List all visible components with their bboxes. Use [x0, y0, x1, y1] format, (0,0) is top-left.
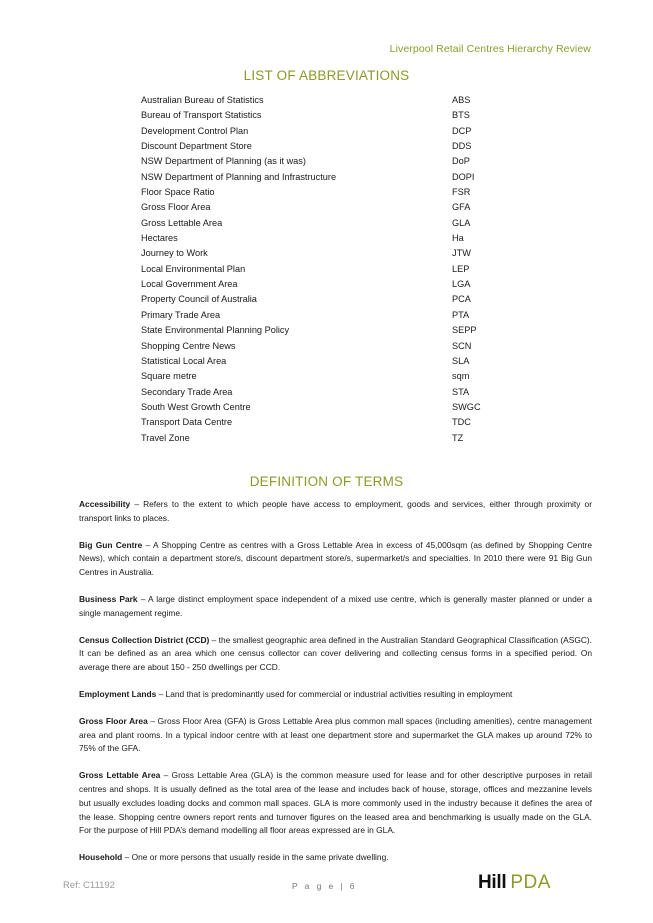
- definition-term: Big Gun Centre: [79, 539, 143, 550]
- abbreviation-code: FSR: [452, 187, 471, 198]
- abbreviation-code: TZ: [452, 432, 464, 443]
- definitions-heading: DEFINITION OF TERMS: [249, 474, 404, 489]
- definition-paragraph: [79, 715, 592, 756]
- logo-wordmark-bold: Hill: [478, 872, 507, 893]
- abbreviation-code: DCP: [452, 125, 472, 136]
- definition-text: – the smallest geographic area defined in the Australian Standard Geographical Classification (ASGC). It can be defined as an area which one census collector can cover delivering and collecting census forms in a specified period. On average there are about 150 - 250 dwellings per CCD.: [79, 634, 592, 673]
- definitions-list: [79, 498, 592, 878]
- abbreviation-term: Travel Zone: [141, 432, 190, 443]
- abbreviation-row: [141, 139, 521, 154]
- abbreviation-row: [141, 292, 521, 307]
- definition-paragraph: [79, 851, 592, 865]
- abbreviation-row: [141, 308, 521, 323]
- abbreviation-term: South West Growth Centre: [141, 401, 251, 412]
- abbreviation-term: Property Council of Australia: [141, 294, 257, 305]
- abbreviation-row: [141, 431, 521, 446]
- definition-term: Gross Lettable Area: [79, 770, 161, 781]
- abbreviation-code: LGA: [452, 279, 471, 290]
- abbreviation-code: DDS: [452, 141, 472, 152]
- abbreviation-code: JTW: [452, 248, 471, 259]
- definition-text: – One or more persons that usually reside in the same private dwelling.: [122, 852, 389, 863]
- definition-term: Gross Floor Area: [79, 715, 148, 726]
- abbreviation-term: Hectares: [141, 233, 178, 244]
- abbreviation-term: Local Government Area: [141, 279, 238, 290]
- abbreviation-term: Gross Floor Area: [141, 202, 211, 213]
- definition-text: – Land that is predominantly used for commercial or industrial activities resulting in employment: [156, 688, 513, 699]
- abbreviation-code: BTS: [452, 110, 470, 121]
- abbreviation-code: SWGC: [452, 401, 481, 412]
- abbreviation-row: [141, 262, 521, 277]
- definition-text: – Gross Lettable Area (GLA) is the common measure used for lease and for other descriptive purposes in retail centres and shops. It is usually defined as the total area of the lease and includes back of house, storage, offices and mezzanine levels but usually excludes loading docks and common mall spaces. GLA is more commonly used in the industry because it defines the area of the lease. Shopping centre owners report rents and turnover figures on the leased area and benchmarking is usually made on the GLA. For the purpose of Hill PDA’s demand modelling all floor areas expressed are in GLA.: [79, 770, 593, 836]
- abbreviation-term: NSW Department of Planning (as it was): [141, 156, 306, 167]
- abbreviations-list: [141, 93, 521, 446]
- abbreviations-heading: LIST OF ABBREVIATIONS: [243, 68, 410, 83]
- abbreviation-code: DOPI: [452, 171, 475, 182]
- abbreviation-term: Statistical Local Area: [141, 355, 227, 366]
- abbreviation-row: [141, 354, 521, 369]
- definition-text: – Gross Floor Area (GFA) is Gross Lettable Area plus common mall spaces (including amenities), centre management area and plant rooms. In a typical indoor centre with at least one department store and supermarket the GLA makes up around 72% to 75% of the GFA.: [79, 715, 592, 754]
- abbreviation-row: [141, 170, 521, 185]
- abbreviation-term: Floor Space Ratio: [141, 187, 215, 198]
- definition-term: Employment Lands: [79, 688, 157, 699]
- abbreviation-term: Secondary Trade Area: [141, 386, 233, 397]
- page-number: P a g e | 6: [292, 881, 357, 891]
- abbreviation-row: [141, 124, 521, 139]
- abbreviation-row: [141, 339, 521, 354]
- definition-text: – A large distinct employment space independent of a mixed use centre, which is generally master planned or under a single management regime.: [79, 593, 592, 618]
- abbreviation-row: [141, 216, 521, 231]
- abbreviation-code: ABS: [452, 95, 471, 105]
- definition-paragraph: [79, 688, 592, 702]
- logo-wordmark-accent: PDA: [510, 872, 551, 893]
- abbreviation-code: GFA: [452, 202, 471, 213]
- abbreviation-term: Local Environmental Plan: [141, 263, 246, 274]
- definition-paragraph: [79, 593, 592, 621]
- abbreviation-code: PTA: [452, 309, 470, 320]
- abbreviation-row: [141, 154, 521, 169]
- abbreviation-term: State Environmental Planning Policy: [141, 325, 290, 336]
- abbreviation-code: SLA: [452, 355, 470, 366]
- abbreviation-row: [141, 231, 521, 246]
- abbreviation-term: Australian Bureau of Statistics: [141, 95, 264, 105]
- abbreviation-term: Bureau of Transport Statistics: [141, 110, 262, 121]
- definition-term: Business Park: [79, 593, 138, 604]
- abbreviation-row: [141, 400, 521, 415]
- abbreviation-row: [141, 415, 521, 430]
- definition-paragraph: [79, 769, 592, 838]
- abbreviation-term: Development Control Plan: [141, 125, 249, 136]
- abbreviation-code: LEP: [452, 263, 470, 274]
- abbreviation-term: Shopping Centre News: [141, 340, 236, 351]
- abbreviation-term: NSW Department of Planning and Infrastructure: [141, 171, 337, 182]
- abbreviation-term: Gross Lettable Area: [141, 217, 223, 228]
- abbreviation-row: [141, 185, 521, 200]
- abbreviation-row: [141, 369, 521, 384]
- abbreviation-term: Primary Trade Area: [141, 309, 221, 320]
- abbreviation-code: DoP: [452, 156, 470, 167]
- document-header-title: Liverpool Retail Centres Hierarchy Review: [389, 43, 591, 55]
- abbreviation-row: [141, 246, 521, 261]
- abbreviation-row: [141, 385, 521, 400]
- abbreviation-row: [141, 277, 521, 292]
- definition-term: Census Collection District (CCD): [79, 634, 210, 645]
- abbreviation-row: [141, 93, 521, 108]
- definition-term: Accessibility: [79, 499, 131, 509]
- abbreviation-code: SCN: [452, 340, 472, 351]
- abbreviation-code: TDC: [452, 417, 471, 428]
- abbreviation-term: Square metre: [141, 371, 197, 382]
- company-logo: [478, 872, 551, 894]
- abbreviation-term: Discount Department Store: [141, 141, 252, 152]
- definition-text: – A Shopping Centre as centres with a Gross Lettable Area in excess of 45,000sqm (as defined by Shopping Centre News), which contain a department store/s, discount department store/s, supermarket/s and specialties. In 2010 there were 91 Big Gun Centres in Australia.: [79, 539, 592, 578]
- abbreviation-code: GLA: [452, 217, 471, 228]
- abbreviation-code: sqm: [452, 371, 470, 382]
- definition-paragraph: [79, 634, 592, 675]
- abbreviation-code: STA: [452, 386, 470, 397]
- abbreviation-term: Transport Data Centre: [141, 417, 233, 428]
- definition-paragraph: [79, 539, 592, 580]
- abbreviation-code: SEPP: [452, 325, 477, 336]
- abbreviation-code: PCA: [452, 294, 471, 305]
- definition-term: Household: [79, 852, 123, 863]
- definition-paragraph: [79, 498, 592, 526]
- definition-text: – Refers to the extent to which people have access to employment, goods and services, either through proximity or transport links to places.: [79, 499, 592, 523]
- abbreviation-row: [141, 108, 521, 123]
- abbreviation-row: [141, 200, 521, 215]
- abbreviation-code: Ha: [452, 233, 464, 244]
- abbreviation-row: [141, 323, 521, 338]
- reference-number: Ref: C11192: [63, 880, 115, 891]
- abbreviation-term: Journey to Work: [141, 248, 208, 259]
